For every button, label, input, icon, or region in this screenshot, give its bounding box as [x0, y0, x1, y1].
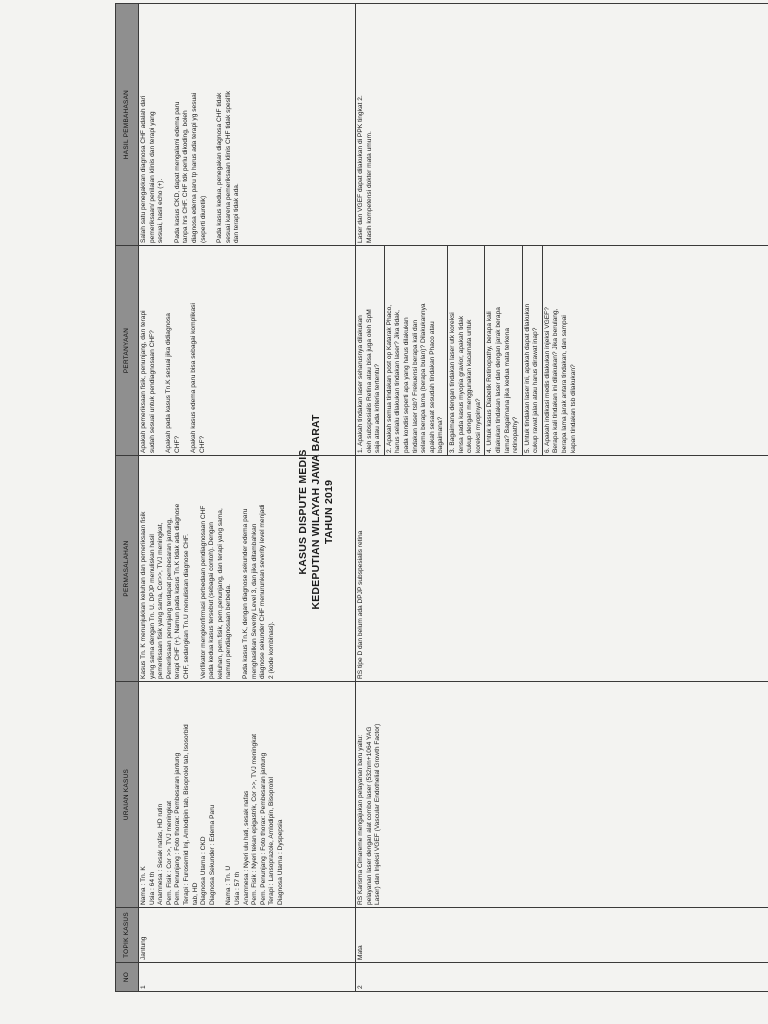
text-line: tindakan laser tsb? Frekuensi berapa kali dan: [411, 319, 419, 453]
text-line: 4. Untuk kasus Diabetik Retinopathy, berapa kali: [486, 311, 494, 453]
text-line: koreksi myopinya?: [474, 398, 482, 453]
text-line: Apakah pemeriksaan fisik, penunjang, dan terapi: [140, 310, 147, 453]
dispute-cases-table: [115, 3, 768, 992]
cell-no: 2: [356, 963, 768, 992]
cell-permasalahan: [356, 456, 768, 682]
cell-permasalahan: [139, 456, 356, 682]
text-line: tanpa hrs CHF. CHF tdk perlu dikoding, boleh: [182, 110, 190, 243]
text-line: 2 (kode kombinasi).: [267, 621, 275, 679]
text-line: selama berapa lama (berapa bulan)? Dilakukannya: [420, 303, 428, 453]
header-no: NO: [116, 963, 139, 992]
question-item: [485, 246, 522, 455]
text-line: pada kedua kasus tersebut (sebagai contoh). Dengan: [208, 522, 216, 679]
text-line: cukup dengan menggunakan kacamata untuk: [466, 319, 474, 453]
text-line: Pem. Fisik : Nyeri tekan epigastrik, Cor >>, TVJ meningkat: [251, 733, 259, 905]
text-line: apakah sesaat sesudah tindakan Phaco atau: [428, 321, 436, 453]
text-line: namun pendiagnosaan berbeda.: [225, 584, 233, 679]
text-line: tab, HD: [191, 882, 199, 905]
text-line: Terapi : Furosemid Inj, Amlodipin tab, Bisoprolol tab, Isosorbid: [182, 724, 190, 905]
document-title: KASUS DISPUTE MEDIS: [297, 449, 309, 575]
text-line: lensa pada kasus myopia gravior, apakah tidak: [457, 315, 465, 453]
paragraph-gap: [157, 248, 165, 453]
question-item: [356, 246, 385, 455]
cell-pertanyaan: [139, 246, 356, 456]
header-topik-kasus: TOPIK KASUS: [116, 908, 139, 963]
text-line: kapan tindakan tsb dilakukan?: [569, 364, 577, 453]
text-line: Pada kasus Tn.K, dengan diagnose sekunder edema paru: [241, 508, 249, 679]
text-line: RS tipe D dan belum ada DPJP subspesialis retina: [357, 530, 364, 679]
text-line: Nama : Tn. U: [225, 865, 233, 905]
text-line: Apakah kasus edema paru bisa sebagai komplikasi: [190, 303, 198, 453]
text-line: pada kondisi seperti apa yang harus dilakukan: [402, 317, 410, 453]
text-line: keluhan, pem.fisik, pem.penunjang, dan terapi yang sama,: [216, 508, 224, 679]
text-line: lama? Bagaimana jika kedua mata terkena: [503, 328, 511, 453]
text-line: Laser dan VGEF dapat dilakukan di PPK tingkat 2.: [357, 95, 364, 243]
text-line: Pem. Penunjang : Foto thorax: Pembesaran jantung: [174, 752, 182, 905]
header-uraian-kasus: URAIAN KASUS: [116, 682, 139, 908]
text-line: cukup rawat jalan atau harus dirawat inap?: [532, 327, 540, 453]
text-line: CHF?: [198, 435, 206, 453]
paragraph-gap: [192, 458, 200, 679]
text-line: CHF, sedangkan Tn.U menuliskan diagnose CHF.: [182, 533, 190, 679]
text-line: Masih kompetensi dokter mata umum.: [365, 131, 373, 243]
text-line: sesuai karena pemeriksaan klinis CHF tidak spesifik: [224, 90, 232, 243]
document-subtitle-region: KEDEPUTIAN WILAYAH JAWA BARAT: [310, 414, 322, 610]
cell-hasil: [139, 4, 356, 246]
text-line: Pada kasus kedua, penegakan diagnosa CHF tidak: [216, 92, 224, 243]
text-line: sudah sesuai untuk pendiagnosaan CHF?: [148, 330, 156, 453]
text-line: Usia : 57 th: [233, 871, 241, 905]
question-item: [448, 246, 485, 455]
text-line: Diagnosa Utama : CKD: [200, 836, 208, 905]
document-subtitle-year: TAHUN 2019: [323, 479, 335, 545]
question-item: [385, 246, 448, 455]
question-item: [523, 246, 543, 455]
text-line: Pem. Fisik : Cor >>, TVJ meningkat: [165, 801, 173, 905]
text-line: Pemeriksaan penunjang terdapat pembesaran jantung,: [165, 518, 173, 679]
text-line: Salah satu penegakkan diagnosa CHF adalah dari: [140, 95, 147, 243]
text-line: Kasus Tn. K menunjukkan keluhan dan pemeriksaan fisik: [140, 511, 147, 679]
paragraph-gap: [182, 248, 190, 453]
cell-hasil: [356, 4, 768, 246]
text-line: pemeriksaan/ penilaian klinis dan terapi yang: [148, 111, 156, 243]
text-line: Diagnosa Utama : Dyspepsia: [276, 819, 284, 905]
text-line: oleh subspesialis Retina atau bisa juga oleh SpM: [365, 309, 373, 453]
text-line: Pada kasus CKD, dapat mengalami edema paru: [173, 101, 181, 243]
text-line: diagnose sekunder CHF menurunkan severity level menjadi: [259, 504, 267, 679]
text-line: 5. Untuk tindakan laser ini, apakah dapat dilakukan: [523, 303, 531, 453]
text-line: dilakukan tindakan laser dan dengan jarak berapa: [494, 307, 502, 453]
table-header-row: [116, 4, 139, 992]
text-line: harus selalu dilakukan tindakan laser? Jika tidak,: [394, 310, 402, 453]
question-item: [543, 246, 579, 455]
text-line: berapa lama jarak antara tindakan, dan sampai: [561, 315, 569, 453]
cell-uraian: [356, 682, 768, 908]
cell-topik: Jantung: [139, 908, 356, 963]
paragraph-gap: [217, 684, 225, 905]
cell-no: 1: [139, 963, 356, 992]
text-line: Apakah pada kasus Tn.K sesuai jika didiagnosa: [165, 313, 173, 453]
table-row: [139, 4, 356, 992]
text-line: Laser) dan Injeksi VGEF (Vascular Endothelial Growth Factor): [374, 723, 382, 905]
cell-topik: Mata: [356, 908, 768, 963]
paragraph-gap: [234, 458, 242, 679]
header-permasalahan: PERMASALAHAN: [116, 456, 139, 682]
text-line: terapi CHF (+). Namun pada kasus Tn.K tidak ada diagnose: [174, 503, 182, 679]
text-line: 6. Apakah indikasi medis dilakukan injeksi VGEF?: [543, 307, 551, 453]
text-line: Diagnosa Sekunder : Edema Paru: [208, 804, 216, 905]
text-line: Terapi : Lansoprazole, Amlodipin, Bisoprolol: [268, 777, 276, 905]
text-line: pelayanan laser dengan alat combo laser (532nm+1064 YAG: [365, 726, 373, 905]
paragraph-gap: [166, 6, 174, 243]
text-line: yang sama dengan Tn. U. DPJP menuliskan hasil: [148, 534, 156, 679]
text-line: 1. Apakah tindakan laser seharusnya dilakukan: [357, 315, 364, 453]
text-line: (seperti diuretik): [199, 195, 207, 243]
text-line: Verifikator mengkonfirmasi perbedaan pendiagnosaan CHF: [199, 505, 207, 679]
question-item: [139, 246, 209, 455]
paragraph-gap: [208, 6, 216, 243]
text-line: Usia : 64 th: [148, 871, 156, 905]
text-line: diagnosa edema paru tp harus ada terapi yg sesuai: [190, 92, 198, 243]
text-line: sesuai, hasil echo (+).: [157, 178, 165, 243]
text-line: Anamnesa : Nyeri ulu hati, sesak nafas: [242, 790, 250, 905]
text-line: RS Karisma Cimareme mengajukan pelayanan baru yaitu:: [357, 734, 364, 905]
text-line: Pem. Penunjang : Foto thorax: Pembesaran jantung: [259, 752, 267, 905]
text-line: menghasilkan Severity Level 3, dan jika ditambahkan: [250, 523, 258, 679]
text-line: CHF?: [173, 435, 181, 453]
text-line: Nama : Tn. K: [140, 866, 147, 905]
text-line: bagaimana?: [437, 416, 445, 453]
text-line: 3. Bagaimana dengan tindakan laser utk koreksi: [448, 312, 456, 453]
text-line: retinopathy?: [512, 416, 520, 453]
cell-pertanyaan: [356, 246, 768, 456]
text-line: dan terapi tidak ada.: [233, 183, 241, 243]
text-line: 2. Apakah semua tindakan post op Katarak Phaco,: [385, 304, 393, 453]
text-line: saja atau ada kriteria tertentu?: [374, 363, 382, 453]
text-line: Anamnesa : Sesak nafas, HD rutin: [157, 803, 165, 905]
cell-uraian: [139, 682, 356, 908]
header-pertanyaan: PERTANYAAN: [116, 246, 139, 456]
table-row: [356, 4, 768, 992]
text-line: Berapa kali tindakan ini dilakukan? Jika berulang,: [552, 308, 560, 453]
text-line: pemeriksaan fisik yang sama, Cor>>, TVJ meningkat,: [157, 522, 165, 679]
header-hasil-pembahasan: HASIL PEMBAHASAN: [116, 4, 139, 246]
